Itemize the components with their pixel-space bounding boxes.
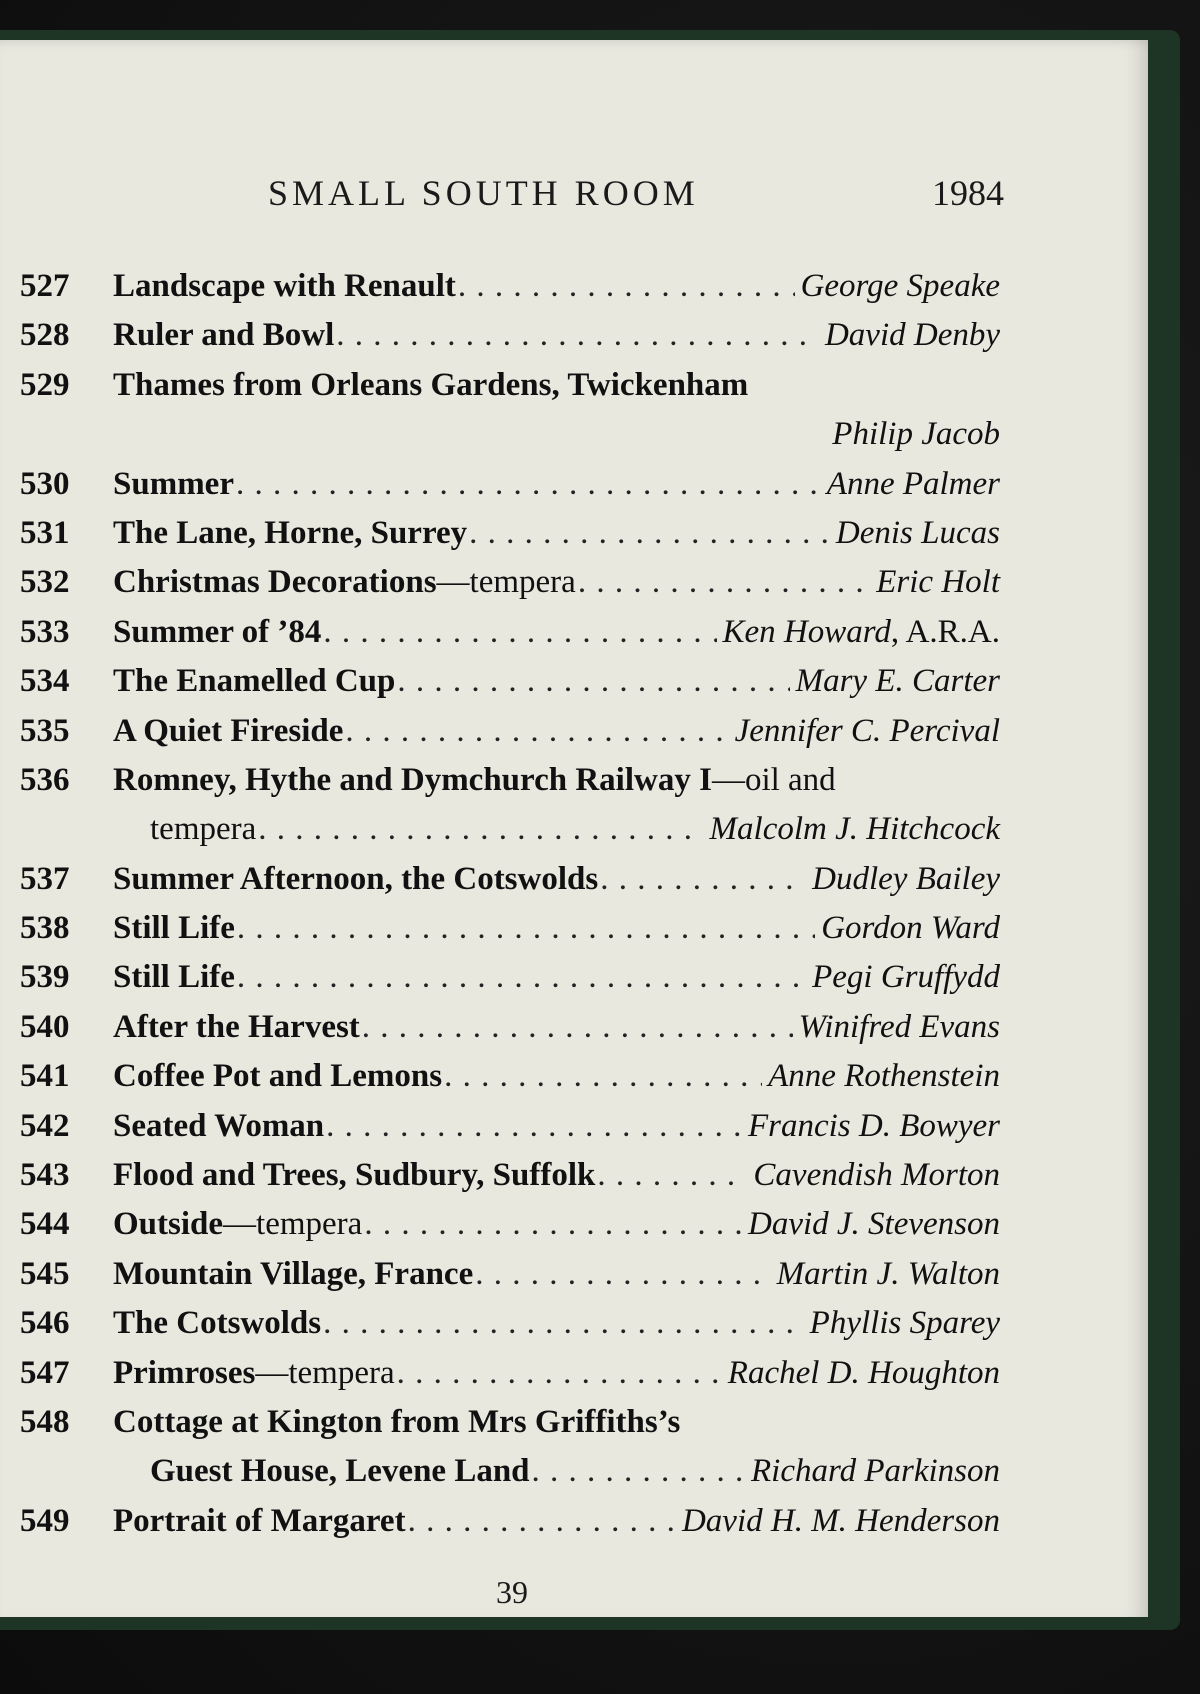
catalogue-entry <box>20 1151 1000 1200</box>
dot-leader <box>475 1250 770 1299</box>
entry-line <box>20 361 1000 410</box>
dot-leader <box>323 608 716 657</box>
entry-title: Still Life <box>113 910 235 947</box>
entry-artist: Dudley Bailey <box>812 860 1000 897</box>
entry-title: Ruler and Bowl <box>113 317 335 354</box>
entry-artist: Cavendish Morton <box>753 1157 1000 1194</box>
entry-title: Summer of ’84 <box>113 613 322 650</box>
entry-number: 543 <box>20 1157 70 1194</box>
entry-artist: Winifred Evans <box>798 1008 1000 1045</box>
dot-leader <box>532 1447 745 1496</box>
catalogue-entry <box>20 756 1000 855</box>
catalogue-entry <box>20 311 1000 360</box>
dot-leader <box>326 1102 742 1151</box>
entry-artist-line <box>20 410 1000 459</box>
entry-artist: Pegi Gruffydd <box>812 959 1000 996</box>
dot-leader <box>323 1299 804 1348</box>
catalogue-entry <box>20 509 1000 558</box>
entry-title: Mountain Village, France <box>113 1255 474 1292</box>
entry-medium: —tempera <box>223 1206 363 1243</box>
entry-artist: Rachel D. Houghton <box>727 1354 1000 1391</box>
entry-line <box>20 1349 1000 1398</box>
entry-number: 535 <box>20 712 70 749</box>
entry-continuation-line <box>20 1447 1000 1496</box>
entry-number: 548 <box>20 1403 70 1440</box>
entry-title: Landscape with Renault <box>113 268 456 304</box>
entry-artist: Francis D. Bowyer <box>747 1107 1000 1144</box>
entry-line <box>20 1052 1000 1101</box>
entry-title: Flood and Trees, Sudbury, Suffolk <box>113 1157 596 1194</box>
dot-leader <box>397 657 789 706</box>
entry-title: A Quiet Fireside <box>113 712 344 749</box>
dot-leader <box>345 707 728 756</box>
entry-artist: David Denby <box>824 317 1000 354</box>
entry-line <box>20 1200 1000 1249</box>
entry-title: Seated Woman <box>113 1107 325 1144</box>
entry-number: 540 <box>20 1008 70 1045</box>
entry-artist: Malcolm J. Hitchcock <box>709 811 1000 848</box>
dot-leader <box>236 460 821 509</box>
entry-artist: David H. M. Henderson <box>681 1502 1000 1539</box>
catalogue-entry <box>20 707 1000 756</box>
catalogue-entry <box>20 608 1000 657</box>
entry-title: Romney, Hythe and Dymchurch Railway I <box>113 761 712 798</box>
entry-artist: Richard Parkinson <box>751 1453 1000 1490</box>
entry-artist: Gordon Ward <box>821 910 1000 947</box>
entry-artist: David J. Stevenson <box>748 1206 1000 1243</box>
entry-line <box>20 1250 1000 1299</box>
dot-leader <box>237 953 806 1002</box>
catalogue-entry <box>20 1052 1000 1101</box>
entry-number: 528 <box>20 317 70 354</box>
entry-number: 538 <box>20 910 70 947</box>
catalogue-entry <box>20 657 1000 706</box>
entry-number: 546 <box>20 1305 70 1342</box>
entry-line <box>20 608 1000 657</box>
entry-title: Coffee Pot and Lemons <box>113 1058 443 1095</box>
entry-artist: Eric Holt <box>876 564 1000 601</box>
entry-line <box>20 311 1000 360</box>
entry-line <box>20 1102 1000 1151</box>
catalogue-entry <box>20 1398 1000 1497</box>
entry-number: 529 <box>20 366 70 403</box>
entry-line <box>20 558 1000 607</box>
catalogue-entry <box>20 558 1000 607</box>
entry-medium: —tempera <box>255 1354 395 1391</box>
entry-number: 533 <box>20 613 70 650</box>
entry-line <box>20 855 1000 904</box>
dot-leader <box>362 1003 793 1052</box>
catalogue-entry <box>20 1250 1000 1299</box>
entry-title: Outside <box>113 1206 224 1243</box>
dot-leader <box>597 1151 747 1200</box>
catalogue-page <box>0 40 1148 1617</box>
catalogue-entry <box>20 1299 1000 1348</box>
dot-leader <box>469 509 830 558</box>
catalogue-entry <box>20 1497 1000 1546</box>
catalogue-entry <box>20 1003 1000 1052</box>
artist-name: Ken Howard <box>722 613 891 650</box>
entry-artist: Anne Palmer <box>826 465 1000 502</box>
dot-leader <box>258 805 703 854</box>
entry-number: 532 <box>20 564 70 601</box>
dot-leader <box>364 1200 742 1249</box>
entry-artist: Denis Lucas <box>835 514 1000 551</box>
entry-line <box>20 1497 1000 1546</box>
entry-artist <box>723 608 1000 657</box>
entry-line <box>20 460 1000 509</box>
entry-medium: —oil and <box>711 761 836 798</box>
entry-number: 542 <box>20 1107 70 1144</box>
catalogue-entry <box>20 904 1000 953</box>
entry-artist: Philip Jacob <box>832 416 1000 453</box>
entry-title: Portrait of Margaret <box>113 1502 406 1539</box>
entry-number: 527 <box>20 268 70 304</box>
entry-line <box>20 953 1000 1002</box>
catalogue-entry <box>20 1200 1000 1249</box>
entry-title: The Cotswolds <box>113 1305 322 1342</box>
page-header <box>0 172 1148 222</box>
dot-leader <box>444 1052 762 1101</box>
catalogue-entry <box>20 855 1000 904</box>
dot-leader <box>578 558 870 607</box>
entry-number: 545 <box>20 1255 70 1292</box>
entry-title-continued: Guest House, Levene Land <box>150 1453 530 1490</box>
catalogue-entry <box>20 460 1000 509</box>
room-title: SMALL SOUTH ROOM <box>268 173 699 213</box>
dot-leader <box>408 1497 676 1546</box>
catalogue-year: 1984 <box>932 173 1004 213</box>
catalogue-entry <box>20 1349 1000 1398</box>
entry-line <box>20 707 1000 756</box>
entry-line <box>20 262 1000 311</box>
entry-title: Still Life <box>113 959 235 996</box>
entry-line <box>20 1151 1000 1200</box>
catalogue-entry <box>20 361 1000 460</box>
entry-line <box>20 756 1000 805</box>
catalogue-entry <box>20 1102 1000 1151</box>
entry-number: 547 <box>20 1354 70 1391</box>
entry-title: Cottage at Kington from Mrs Griffiths’s <box>113 1403 681 1440</box>
entry-artist: Mary E. Carter <box>795 663 1000 700</box>
entry-title: Summer <box>113 465 234 502</box>
entry-number: 536 <box>20 761 70 798</box>
entry-number: 541 <box>20 1058 70 1095</box>
entry-line <box>20 657 1000 706</box>
entry-number: 534 <box>20 663 70 700</box>
entry-title: Thames from Orleans Gardens, Twickenham <box>113 366 749 403</box>
entry-line <box>20 1003 1000 1052</box>
dot-leader <box>237 904 815 953</box>
entry-artist: Martin J. Walton <box>776 1255 1000 1292</box>
entry-line <box>20 509 1000 558</box>
entry-title: The Enamelled Cup <box>113 663 396 700</box>
entry-number: 539 <box>20 959 70 996</box>
entry-title: Summer Afternoon, the Cotswolds <box>113 860 599 897</box>
page-number: 39 <box>496 1574 528 1610</box>
entry-title: Primroses <box>113 1354 256 1391</box>
entry-artist: George Speake <box>800 268 1000 304</box>
artist-honours: , A.R.A. <box>890 613 1000 650</box>
entry-number: 530 <box>20 465 70 502</box>
entry-artist: Phyllis Sparey <box>809 1305 1000 1342</box>
dot-leader <box>397 1349 722 1398</box>
catalogue-entry <box>20 953 1000 1002</box>
entry-line <box>20 1398 1000 1447</box>
entry-number: 549 <box>20 1502 70 1539</box>
dot-leader <box>336 311 819 360</box>
catalogue-entries <box>20 262 1000 1546</box>
entry-artist: Anne Rothenstein <box>768 1058 1000 1095</box>
entry-title: After the Harvest <box>113 1008 360 1045</box>
entry-medium-continued: tempera <box>150 811 257 848</box>
entry-medium: —tempera <box>436 564 576 601</box>
entry-number: 531 <box>20 514 70 551</box>
entry-number: 537 <box>20 860 70 897</box>
dot-leader <box>600 855 806 904</box>
entry-line <box>20 904 1000 953</box>
entry-title: The Lane, Horne, Surrey <box>113 514 468 551</box>
entry-number: 544 <box>20 1206 70 1243</box>
entry-line <box>20 1299 1000 1348</box>
entry-continuation-line <box>20 805 1000 854</box>
entry-artist: Jennifer C. Percival <box>734 712 1000 749</box>
dot-leader <box>458 262 795 311</box>
entry-title: Christmas Decorations <box>113 564 437 601</box>
catalogue-entry <box>20 262 1000 311</box>
